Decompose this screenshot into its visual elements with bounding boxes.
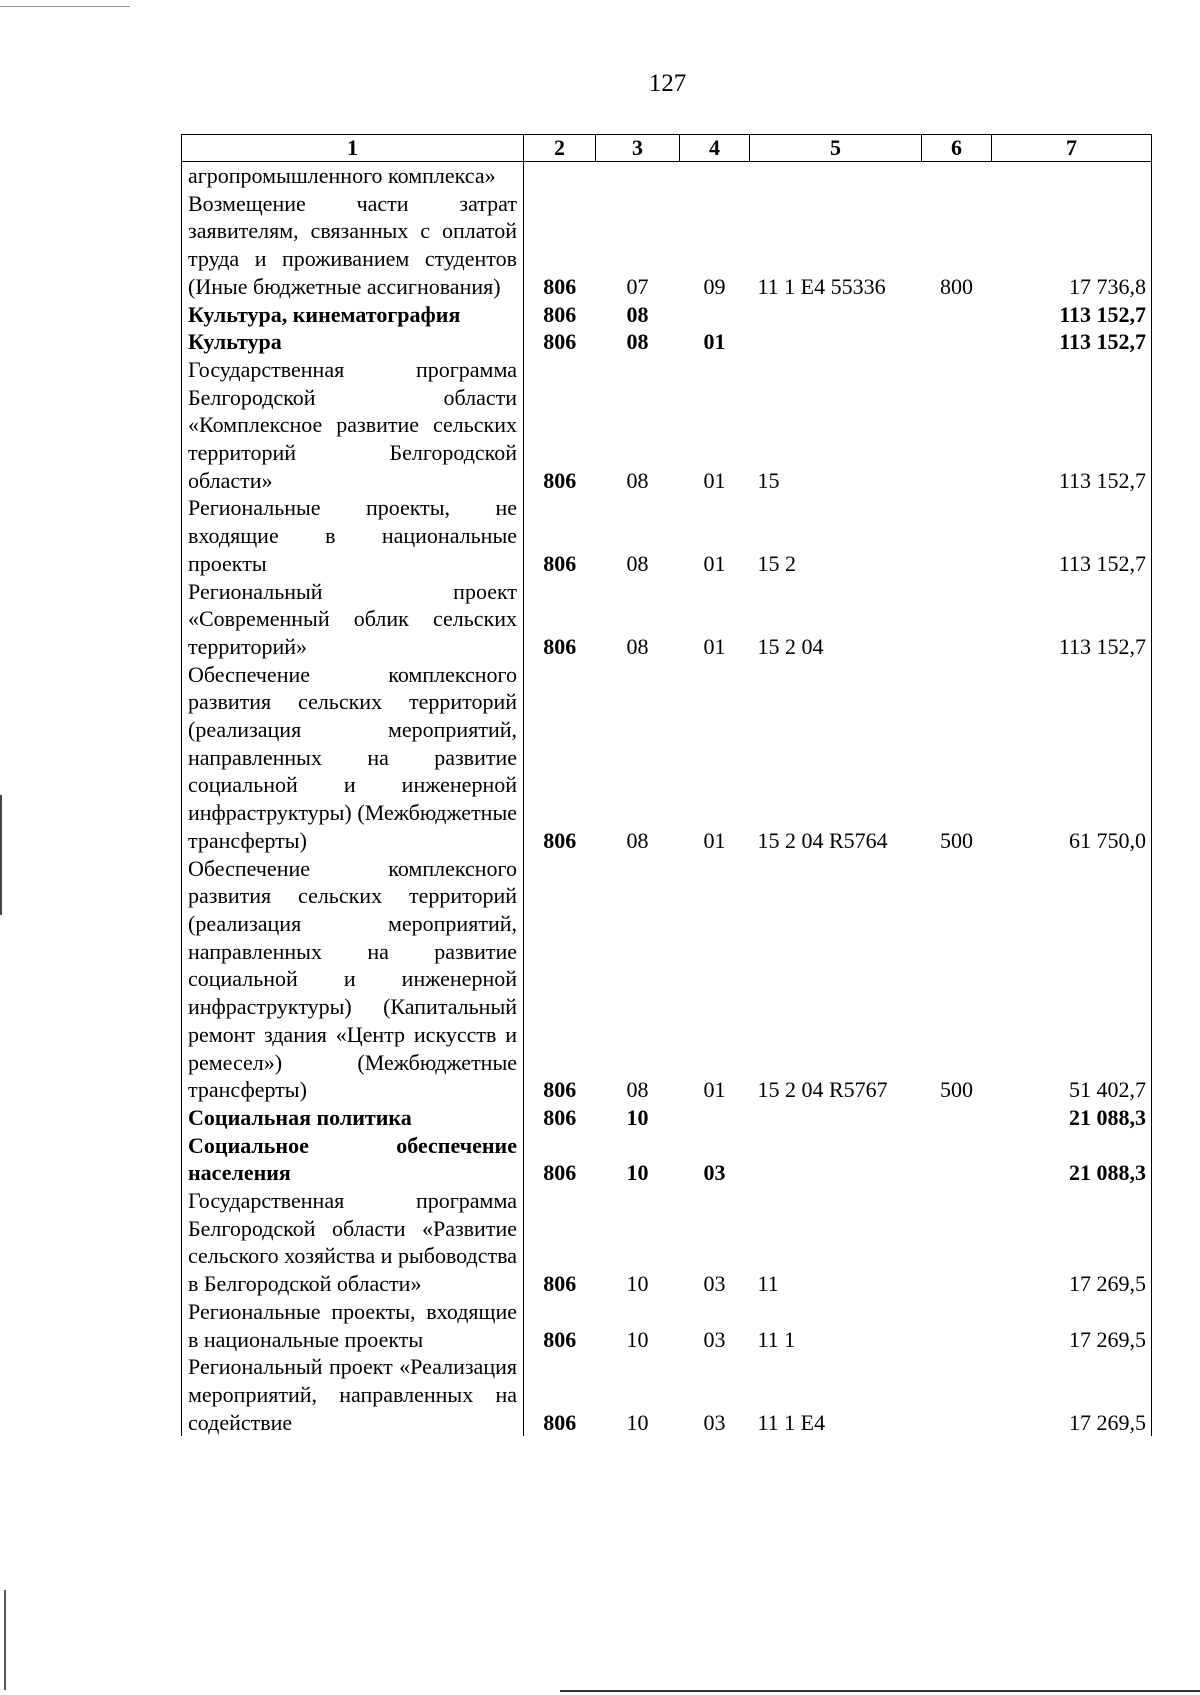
subsection-code: 01 xyxy=(703,1077,726,1103)
amount: 17 269,5 xyxy=(992,1298,1152,1353)
expense-type-code xyxy=(922,1187,992,1298)
section-code: 08 xyxy=(626,301,649,327)
scan-edge-mark xyxy=(560,1690,1200,1692)
section-code: 08 xyxy=(626,550,649,576)
target-article-code: 15 xyxy=(757,467,780,493)
table-body xyxy=(182,162,1152,1437)
scan-edge-mark xyxy=(0,795,2,915)
table-row xyxy=(182,1132,1152,1187)
table-row xyxy=(182,162,1152,190)
budget-table xyxy=(181,134,1152,1436)
subsection-code xyxy=(680,1104,750,1132)
column-header: 7 xyxy=(992,135,1152,162)
subsection-code: 03 xyxy=(703,1326,726,1352)
subsection-code: 01 xyxy=(703,633,726,659)
table-row xyxy=(182,661,1152,855)
row-description: агропромышленного комплекса» xyxy=(182,162,524,190)
row-description: Социальное обеспечение населения xyxy=(182,1132,524,1187)
amount: 21 088,3 xyxy=(992,1132,1152,1187)
subsection-code: 03 xyxy=(703,1160,726,1186)
target-article-code xyxy=(750,328,922,356)
chapter-code: 806 xyxy=(543,273,577,299)
row-description: Культура xyxy=(182,328,524,356)
row-description: Культура, кинематография xyxy=(182,301,524,329)
amount: 21 088,3 xyxy=(992,1104,1152,1132)
column-header: 1 xyxy=(182,135,524,162)
section-code: 08 xyxy=(626,633,649,659)
row-description: Региональные проекты, входящие в национальные проекты xyxy=(182,1298,524,1353)
row-description: Государственная программа Белгородской области «Развитие сельского хозяйства и рыбоводства в Белгородской области» xyxy=(182,1187,524,1298)
section-code: 08 xyxy=(626,1077,649,1103)
chapter-code: 806 xyxy=(543,1160,577,1186)
table-row xyxy=(182,1353,1152,1436)
row-description: Региональный проект «Реализация мероприятий, направленных на содействие xyxy=(182,1353,524,1436)
subsection-code: 01 xyxy=(703,329,726,355)
row-description: Государственная программа Белгородской области «Комплексное развитие сельских территорий Белгородской области» xyxy=(182,356,524,495)
target-article-code xyxy=(750,1104,922,1132)
expense-type-code xyxy=(922,1298,992,1353)
target-article-code: 11 xyxy=(757,1271,779,1297)
expense-type-code: 800 xyxy=(940,273,973,299)
amount: 61 750,0 xyxy=(992,661,1152,855)
subsection-code: 03 xyxy=(703,1271,726,1297)
column-header: 2 xyxy=(524,135,596,162)
section-code: 10 xyxy=(626,1104,649,1130)
column-header: 3 xyxy=(596,135,680,162)
table-row xyxy=(182,1187,1152,1298)
target-article-code: 15 2 04 R5764 xyxy=(757,827,888,853)
header-row xyxy=(182,135,1152,162)
column-header: 6 xyxy=(922,135,992,162)
scan-edge-mark xyxy=(0,6,130,7)
expense-type-code xyxy=(922,1353,992,1436)
chapter-code: 806 xyxy=(543,1077,577,1103)
section-code: 10 xyxy=(626,1326,649,1352)
scan-edge-mark xyxy=(4,1590,6,1690)
table-row xyxy=(182,328,1152,356)
target-article-code: 11 1 E4 xyxy=(757,1409,826,1435)
expense-type-code: 500 xyxy=(940,1077,973,1103)
target-article-code: 15 2 04 R5767 xyxy=(757,1077,888,1103)
row-description: Обеспечение комплексного развития сельских территорий (реализация мероприятий, направленных на развитие социальной и инженерной инфраструктуры) (Межбюджетные трансферты) xyxy=(182,661,524,855)
chapter-code: 806 xyxy=(543,827,577,853)
target-article-code: 15 2 xyxy=(757,550,796,576)
table-row xyxy=(182,855,1152,1104)
expense-type-code xyxy=(922,1104,992,1132)
chapter-code: 806 xyxy=(543,1271,577,1297)
amount: 51 402,7 xyxy=(992,855,1152,1104)
row-description: Возмещение части затрат заявителям, связанных с оплатой труда и проживанием студентов (Иные бюджетные ассигнования) xyxy=(182,190,524,301)
amount xyxy=(992,162,1152,190)
section-code: 10 xyxy=(626,1271,649,1297)
expense-type-code: 500 xyxy=(940,827,973,853)
expense-type-code xyxy=(922,301,992,329)
page-number: 127 xyxy=(648,70,687,97)
section-code: 08 xyxy=(626,467,649,493)
chapter-code: 806 xyxy=(543,1326,577,1352)
expense-type-code xyxy=(922,328,992,356)
section-code: 10 xyxy=(626,1160,649,1186)
amount: 113 152,7 xyxy=(992,356,1152,495)
target-article-code: 11 1 xyxy=(757,1326,796,1352)
expense-type-code xyxy=(922,494,992,577)
column-header: 5 xyxy=(750,135,922,162)
subsection-code xyxy=(680,301,750,329)
table-row xyxy=(182,190,1152,301)
chapter-code: 806 xyxy=(543,329,577,355)
row-description: Социальная политика xyxy=(182,1104,524,1132)
table-row xyxy=(182,356,1152,495)
section-code: 07 xyxy=(626,273,649,299)
target-article-code: 11 1 E4 55336 xyxy=(757,273,886,299)
amount: 17 736,8 xyxy=(992,190,1152,301)
table-row xyxy=(182,1104,1152,1132)
amount: 113 152,7 xyxy=(992,494,1152,577)
amount: 17 269,5 xyxy=(992,1187,1152,1298)
column-header: 4 xyxy=(680,135,750,162)
chapter-code: 806 xyxy=(543,467,577,493)
subsection-code: 01 xyxy=(703,467,726,493)
expense-type-code xyxy=(922,356,992,495)
target-article-code: 15 2 04 xyxy=(757,633,824,659)
table-row xyxy=(182,494,1152,577)
section-code: 08 xyxy=(626,827,649,853)
chapter-code: 806 xyxy=(543,1104,577,1130)
subsection-code: 09 xyxy=(703,273,726,299)
row-description: Региональный проект «Современный облик сельских территорий» xyxy=(182,578,524,661)
target-article-code xyxy=(750,1132,922,1187)
section-code: 10 xyxy=(626,1409,649,1435)
chapter-code: 806 xyxy=(543,633,577,659)
chapter-code: 806 xyxy=(543,301,577,327)
subsection-code: 03 xyxy=(703,1409,726,1435)
table-row xyxy=(182,578,1152,661)
expense-type-code xyxy=(922,578,992,661)
amount: 17 269,5 xyxy=(992,1353,1152,1436)
amount: 113 152,7 xyxy=(992,301,1152,329)
table-row xyxy=(182,301,1152,329)
target-article-code xyxy=(750,301,922,329)
chapter-code xyxy=(524,162,596,190)
table-row xyxy=(182,1298,1152,1353)
section-code: 08 xyxy=(626,329,649,355)
amount: 113 152,7 xyxy=(992,328,1152,356)
expense-type-code xyxy=(922,1132,992,1187)
target-article-code xyxy=(750,162,922,190)
section-code xyxy=(596,162,680,190)
subsection-code: 01 xyxy=(703,550,726,576)
amount: 113 152,7 xyxy=(992,578,1152,661)
expense-type-code xyxy=(922,162,992,190)
subsection-code xyxy=(680,162,750,190)
row-description: Региональные проекты, не входящие в национальные проекты xyxy=(182,494,524,577)
chapter-code: 806 xyxy=(543,1409,577,1435)
row-description: Обеспечение комплексного развития сельских территорий (реализация мероприятий, направленных на развитие социальной и инженерной инфраструктуры) (Капитальный ремонт здания «Центр искусств и ремесел») (Межбюджетные трансферты) xyxy=(182,855,524,1104)
subsection-code: 01 xyxy=(703,827,726,853)
chapter-code: 806 xyxy=(543,550,577,576)
